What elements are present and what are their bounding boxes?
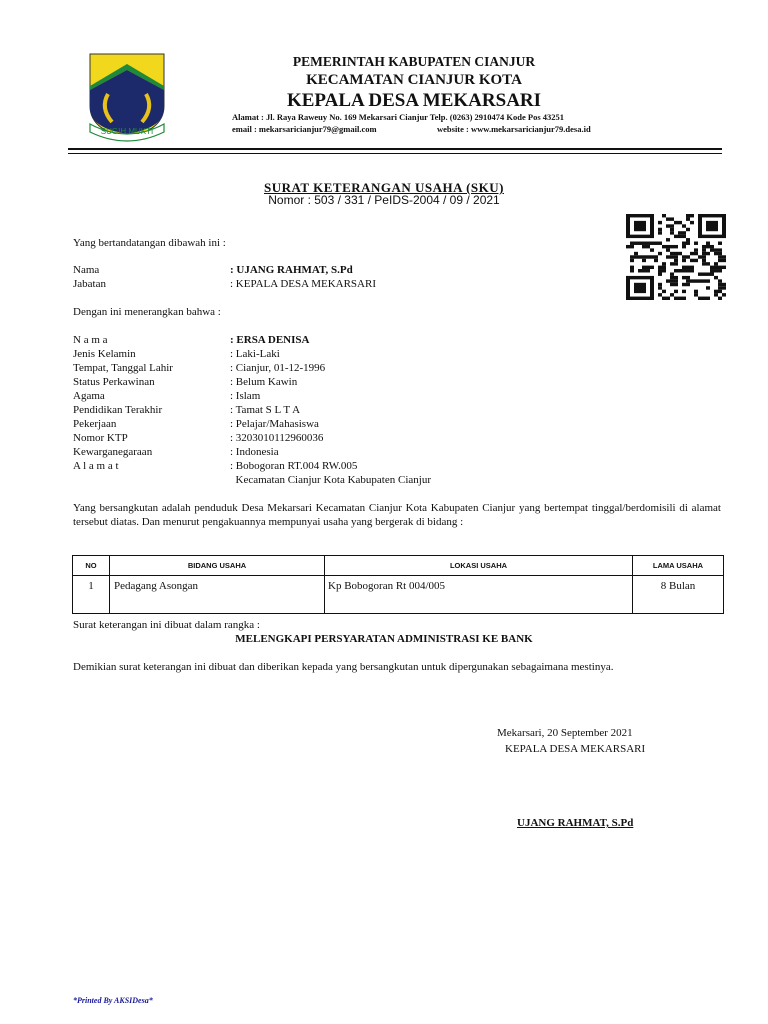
subject-value: : 3203010112960036 bbox=[230, 432, 324, 444]
header-website: website : www.mekarsaricianjur79.desa.id bbox=[437, 124, 591, 134]
col-no: NO bbox=[73, 556, 110, 576]
subject-label: Pendidikan Terakhir bbox=[73, 404, 163, 416]
table-row bbox=[73, 576, 724, 614]
signer-name-label: Nama bbox=[73, 264, 100, 276]
business-table bbox=[72, 555, 724, 614]
col-business-location: LOKASI USAHA bbox=[325, 556, 633, 576]
subject-value: : Bobogoran RT.004 RW.005 bbox=[230, 460, 358, 472]
subject-label: Kewarganegaraan bbox=[73, 446, 153, 458]
cell-no: 1 bbox=[73, 576, 110, 614]
purpose-intro: Surat keterangan ini dibuat dalam rangka : bbox=[73, 619, 260, 631]
header-divider-thin bbox=[68, 153, 722, 154]
subject-label: Agama bbox=[73, 390, 105, 402]
document-title: SURAT KETERANGAN USAHA (SKU) bbox=[264, 180, 504, 195]
header-address: Alamat : Jl. Raya Raweuy No. 169 Mekarsari Cianjur Telp. (0263) 2910474 Kode Pos 43251 bbox=[232, 112, 565, 122]
signature-name: UJANG RAHMAT, S.Pd bbox=[517, 817, 634, 829]
header-district: KECAMATAN CIANJUR KOTA bbox=[306, 72, 522, 88]
header-divider-thick bbox=[68, 148, 722, 150]
subject-value: : Islam bbox=[230, 390, 261, 402]
cell-business-field: Pedagang Asongan bbox=[110, 576, 325, 614]
subject-value: : Indonesia bbox=[230, 446, 279, 458]
subject-value: Kecamatan Cianjur Kota Kabupaten Cianjur bbox=[230, 474, 431, 486]
subject-label: Nomor KTP bbox=[73, 432, 128, 444]
subject-label: Tempat, Tanggal Lahir bbox=[73, 362, 173, 374]
residence-paragraph: Yang bersangkutan adalah penduduk Desa Mekarsari Kecamatan Cianjur Kota Kabupaten Cianjur yang bertempat tinggal/berdomisili di alamat tersebut diatas. Dan menurut pengakuannya mempunyai usaha yang bergerak di bidang : bbox=[73, 502, 721, 528]
subject-value: : Cianjur, 01-12-1996 bbox=[230, 362, 326, 374]
header-email: email : mekarsaricianjur79@gmail.com bbox=[232, 124, 377, 134]
purpose-text: MELENGKAPI PERSYARATAN ADMINISTRASI KE BANK bbox=[235, 633, 533, 645]
signer-position-value: : KEPALA DESA MEKARSARI bbox=[230, 278, 376, 290]
signer-position-label: Jabatan bbox=[73, 278, 106, 290]
subject-label: Pekerjaan bbox=[73, 418, 117, 430]
closing-paragraph: Demikian surat keterangan ini dibuat dan diberikan kepada yang bersangkutan untuk dipergunakan sebagaimana mestinya. bbox=[73, 661, 614, 673]
document-number: Nomor : 503 / 331 / PeIDS-2004 / 09 / 2021 bbox=[268, 193, 500, 207]
col-business-duration: LAMA USAHA bbox=[633, 556, 724, 576]
header-village: KEPALA DESA MEKARSARI bbox=[286, 90, 542, 111]
statement-text: Dengan ini menerangkan bahwa : bbox=[73, 306, 221, 318]
subject-label: A l a m a t bbox=[73, 460, 119, 472]
cell-business-duration: 8 Bulan bbox=[633, 576, 724, 614]
subject-value: : Belum Kawin bbox=[230, 376, 298, 388]
subject-value: : Tamat S L T A bbox=[230, 404, 301, 416]
qr-code-icon bbox=[626, 214, 726, 300]
col-business-field: BIDANG USAHA bbox=[110, 556, 325, 576]
signature-place-date: Mekarsari, 20 September 2021 bbox=[497, 727, 633, 739]
footer-printed-by: *Printed By AKSIDesa* bbox=[73, 996, 153, 1005]
header-government: PEMERINTAH KABUPATEN CIANJUR bbox=[292, 54, 536, 69]
logo-motto: SUGIH MUKTI bbox=[100, 127, 154, 136]
signer-name-value: : UJANG RAHMAT, S.Pd bbox=[230, 264, 353, 276]
intro-text: Yang bertandatangan dibawah ini : bbox=[73, 237, 226, 249]
table-header-row bbox=[73, 556, 724, 576]
subject-label: Jenis Kelamin bbox=[73, 348, 136, 360]
signature-position: KEPALA DESA MEKARSARI bbox=[505, 743, 646, 755]
cell-business-location: Kp Bobogoran Rt 004/005 bbox=[325, 576, 633, 614]
subject-label: Status Perkawinan bbox=[73, 376, 155, 388]
subject-value: : Pelajar/Mahasiswa bbox=[230, 418, 319, 430]
subject-label: N a m a bbox=[73, 334, 108, 346]
subject-value: : Laki-Laki bbox=[230, 348, 280, 360]
subject-value: : ERSA DENISA bbox=[230, 334, 310, 346]
